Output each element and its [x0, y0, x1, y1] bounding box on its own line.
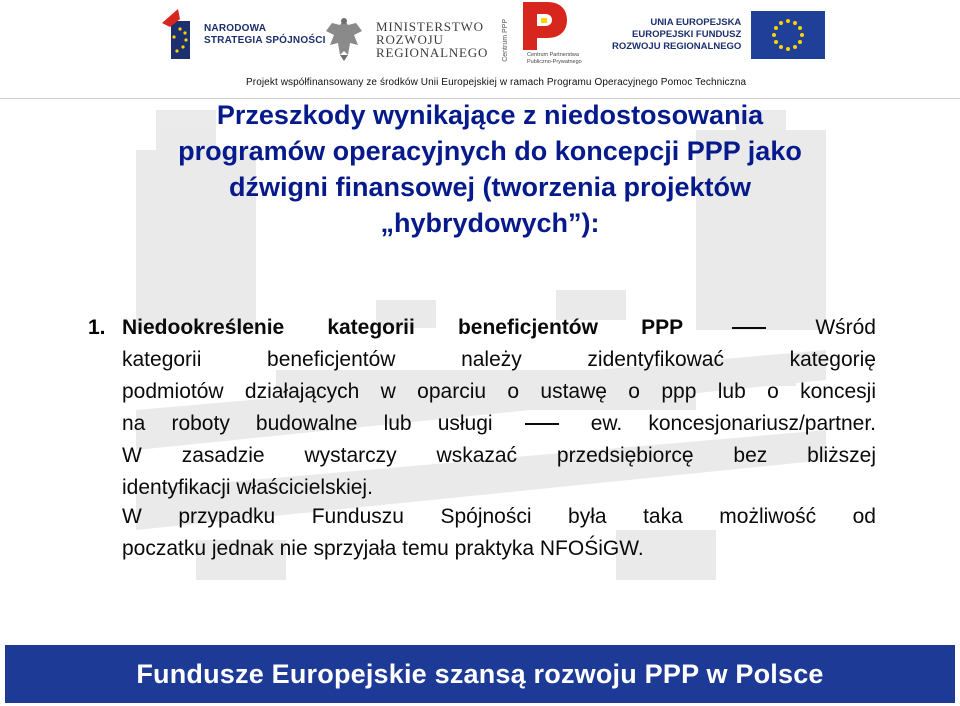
ppp-logo-icon — [513, 0, 582, 80]
p1-line-6: identyfikacji właścicielskiej. — [122, 476, 373, 499]
p1-line-1 — [122, 312, 876, 344]
ppp-side-label: Centrum PPP — [502, 18, 509, 62]
paragraph-beneficiaries — [122, 312, 876, 504]
em-dash-icon — [525, 423, 559, 425]
p2-line-2: poczatku jednak nie sprzyjała temu praktyka NFOŚiGW. — [122, 537, 644, 560]
item-number: 1. — [88, 316, 106, 339]
item-heading: Niedookreślenie kategorii beneficjentów PPP — [122, 316, 684, 339]
mrr-line-3: REGIONALNEGO — [376, 44, 489, 60]
p1-line-4-a: na roboty budowalne lub usługi — [122, 412, 493, 435]
project-funding-note: Projekt współfinansowany ze środków Unii Europejskiej w ramach Programu Operacyjnego Pomoc Techniczna — [246, 77, 747, 88]
nss-emblem-icon — [156, 7, 196, 63]
p1-line-4 — [122, 408, 876, 440]
eu-flag-icon — [751, 11, 825, 59]
logo-unia-europejska — [612, 10, 825, 60]
em-dash-icon — [732, 327, 766, 329]
ue-line-3: ROZWOJU REGIONALNEGO — [612, 41, 742, 52]
p1-line-3: podmiotów działających w oparciu o ustawę o ppp lub o koncesji — [122, 380, 876, 403]
ppp-caption-2: Publiczno-Prywatnego — [527, 58, 582, 65]
polish-eagle-icon — [322, 15, 366, 63]
footer-banner — [5, 645, 955, 703]
p2-line-1: W przypadku Funduszu Spójności była taka możliwość od — [122, 505, 876, 528]
footer-slogan: Fundusze Europejskie szansą rozwoju PPP w Polsce — [136, 658, 824, 689]
title-line-4: „hybrydowych”): — [380, 208, 600, 238]
slide-title — [100, 97, 880, 241]
nss-line-1: NARODOWA — [204, 23, 267, 34]
title-line-2: programów operacyjnych do koncepcji PPP jako — [178, 136, 802, 166]
p1-line-4-b: ew. koncesjonariusz/partner. — [590, 412, 876, 435]
logo-centrum-ppp — [502, 0, 582, 80]
logo-ministerstwo-rozwoju-regionalnego — [322, 14, 488, 64]
paragraph-cohesion-fund — [122, 501, 876, 565]
title-line-3: dźwigni finansowej (tworzenia projektów — [228, 172, 752, 202]
p1-line-5: W zasadzie wystarczy wskazać przedsiębiorcę bez bliższej — [122, 444, 876, 467]
mrr-line-2: ROZWOJU — [376, 31, 444, 47]
header-bar — [0, 0, 960, 100]
mrr-line-1: MINISTERSTWO — [376, 18, 484, 34]
ue-line-2: EUROPEJSKI FUNDUSZ — [632, 29, 742, 40]
p1-line-1-rest: Wśród — [815, 316, 876, 339]
ue-line-1: UNIA EUROPEJSKA — [650, 17, 742, 28]
title-line-1: Przeszkody wynikające z niedostosowania — [216, 100, 764, 130]
ppp-caption-1: Centrum Partnerstwa — [527, 52, 579, 58]
p1-line-2: kategorii beneficjentów należy zidentyfikować kategorię — [122, 348, 876, 371]
logo-narodowa-strategia-spojnosci — [156, 6, 326, 64]
nss-line-2: STRATEGIA SPÓJNOŚCI — [204, 35, 326, 46]
